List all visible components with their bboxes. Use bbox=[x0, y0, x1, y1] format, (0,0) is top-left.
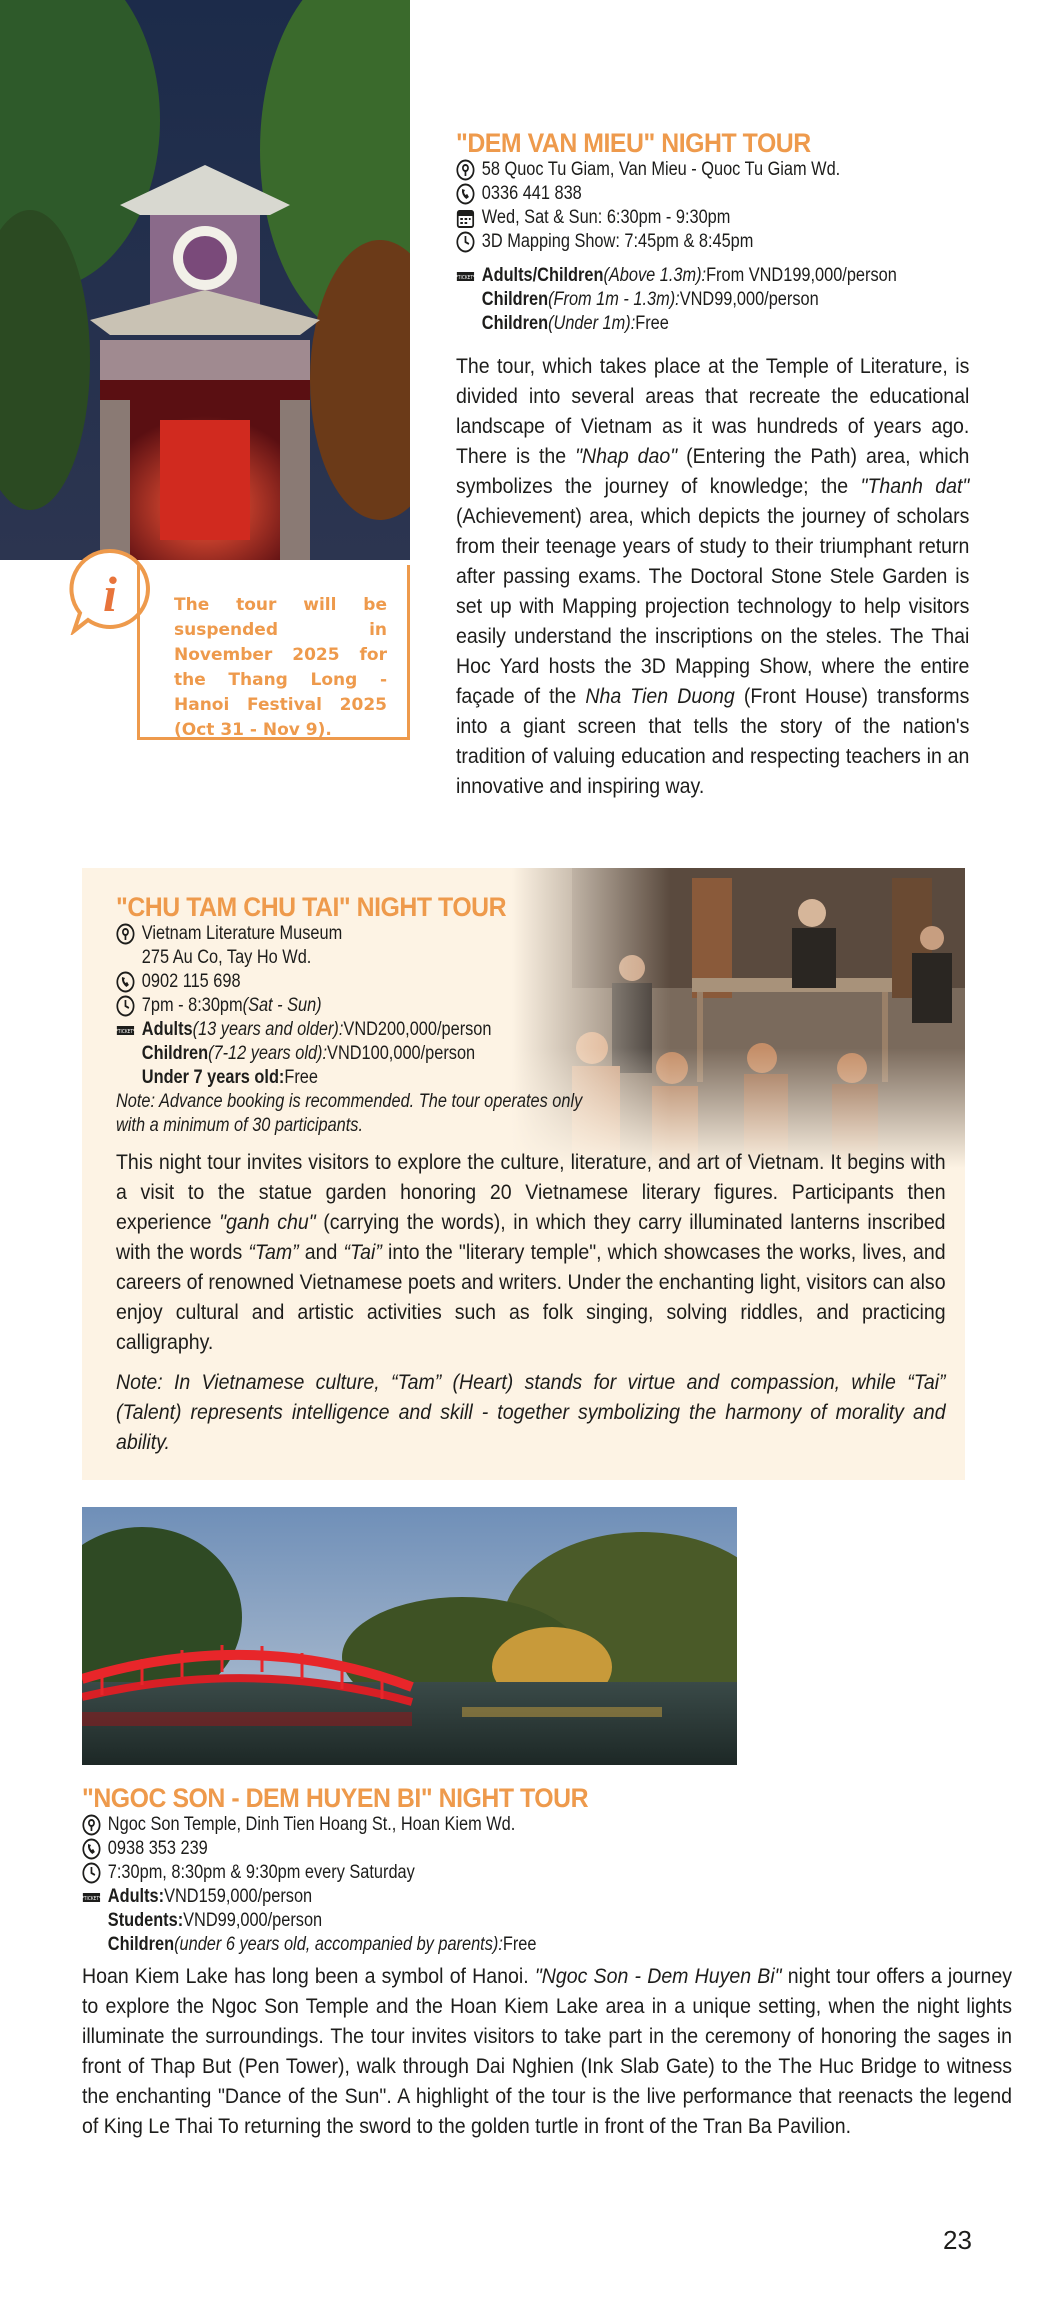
tour3-price3-label: Children bbox=[107, 1934, 175, 1955]
location-pin-icon bbox=[82, 1814, 101, 1836]
tour1-title-text: "DEM VAN MIEU" NIGHT TOUR bbox=[456, 128, 811, 158]
notice-box bbox=[137, 565, 410, 740]
ticket-icon bbox=[116, 1019, 135, 1041]
tour3-price1-label: Adults: bbox=[107, 1886, 165, 1907]
tour2-address1: Vietnam Literature Museum bbox=[141, 923, 343, 944]
tour1-price2-height: (From 1m - 1.3m): bbox=[548, 289, 680, 310]
svg-text:TICKET: TICKET bbox=[457, 275, 473, 282]
notice-text: The tour will be suspended in November 2025 for the Thang Long - Hanoi Festival 2025 (Oct 31 - Nov 9). bbox=[174, 595, 387, 740]
huc-bridge-photo bbox=[82, 1507, 737, 1765]
tour1-show: 3D Mapping Show: 7:45pm & 8:45pm bbox=[481, 231, 754, 252]
tour2-time: 7pm - 8:30pm bbox=[141, 995, 243, 1016]
tour3-price2-value: VND99,000/person bbox=[183, 1910, 323, 1931]
tour1-description: The tour, which takes place at the Temple of Literature, is divided into several areas that recreate the educational landscape of Vietnam as it was hundreds of years ago. There is the "Nhap dao" (Entering the Path) area, which symbolizes the journey of knowledge; the "Thanh dat" (Achievement) area, which depicts the journey of scholars from their teenage years of study to their triumphant return after passing exams. The Doctoral Stone Stele Garden is set up with Mapping projection technology to help visitors easily understand the inscriptions on the steles. The Thai Hoc Yard hosts the 3D Mapping Show, where the entire façade of the Nha Tien Duong (Front House) transforms into a giant screen that tells the story of the nation's tradition of valuing education and respecting teachers in an innovative and inspiring way. bbox=[456, 355, 970, 798]
tour1-price1-label: Adults/Children bbox=[481, 265, 604, 286]
tour2-price2-age: (7-12 years old): bbox=[208, 1043, 328, 1064]
tour3-time: 7:30pm, 8:30pm & 9:30pm every Saturday bbox=[107, 1862, 415, 1883]
calendar-icon bbox=[456, 207, 475, 229]
tour2-booking-note-1: Note: Advance booking is recommended. The tour operates only bbox=[116, 1091, 583, 1112]
clock-icon bbox=[82, 1862, 101, 1884]
tour1-price3-label: Children bbox=[481, 313, 549, 334]
tour2-price2-label: Children bbox=[141, 1043, 209, 1064]
tour2-days: (Sat - Sun) bbox=[242, 995, 322, 1016]
tour3-address: Ngoc Son Temple, Dinh Tien Hoang St., Hoan Kiem Wd. bbox=[107, 1814, 516, 1835]
svg-text:TICKET: TICKET bbox=[83, 1896, 99, 1903]
tour1-details bbox=[456, 158, 938, 336]
tour1-price1-height: (Above 1.3m): bbox=[603, 265, 707, 286]
location-pin-icon bbox=[456, 159, 475, 181]
tour2-price3-label: Under 7 years old: bbox=[141, 1067, 285, 1088]
tour2-booking-note-2: with a minimum of 30 participants. bbox=[116, 1115, 364, 1136]
tour2-details bbox=[116, 922, 632, 1138]
tour1-price2-value: VND99,000/person bbox=[679, 289, 819, 310]
tour2-price1-age: (13 years and older): bbox=[192, 1019, 344, 1040]
clock-icon bbox=[116, 995, 135, 1017]
temple-photo bbox=[0, 0, 410, 560]
svg-text:i: i bbox=[103, 566, 117, 622]
tour1-phone: 0336 441 838 bbox=[481, 183, 582, 204]
tour2-price2-value: VND100,000/person bbox=[327, 1043, 476, 1064]
tour3-details bbox=[82, 1813, 684, 1957]
tour3-price1-value: VND159,000/person bbox=[164, 1886, 313, 1907]
tour2-price1-value: VND200,000/person bbox=[343, 1019, 492, 1040]
ticket-icon bbox=[82, 1886, 101, 1908]
tour1-price2-label: Children bbox=[481, 289, 549, 310]
tour2-address2: 275 Au Co, Tay Ho Wd. bbox=[141, 947, 312, 968]
tour1-schedule: Wed, Sat & Sun: 6:30pm - 9:30pm bbox=[481, 207, 731, 228]
tour3-description: Hoan Kiem Lake has long been a symbol of Hanoi. "Ngoc Son - Dem Huyen Bi" night tour offers a journey to explore the Ngoc Son Temple and the Hoan Kiem Lake area in a unique setting, when the night lights illuminate the surroundings. The tour invites visitors to take part in the ceremony of honoring the sages in front of Thap But (Pen Tower), walk through Dai Nghien (Ink Slab Gate) to the The Huc Bridge to witness the enchanting "Dance of the Sun". A highlight of the tour is the live performance that reenacts the legend of King Le Thai To returning the sword to the golden turtle in front of the Tran Ba Pavilion. bbox=[82, 1965, 1012, 2138]
page-number: 23 bbox=[943, 2225, 972, 2255]
tour1-price3-value: Free bbox=[635, 313, 669, 334]
phone-icon bbox=[456, 183, 475, 205]
tour2-price1-label: Adults bbox=[141, 1019, 193, 1040]
tour1-price1-value: From VND199,000/person bbox=[706, 265, 897, 286]
tour3-price2-label: Students: bbox=[107, 1910, 184, 1931]
tour3-price3-value: Free bbox=[502, 1934, 537, 1955]
tour2-description: This night tour invites visitors to explore the culture, literature, and art of Vietnam. It begins with a visit to the statue garden honoring 20 Vietnamese literary figures. Participants then experience "ganh chu" (carrying the words), in which they carry illuminated lanterns inscribed with the words “Tam” and “Tai” into the "literary temple", which showcases the works, lives, and careers of renowned Vietnamese poets and writers. Under the enchanting light, visitors can also enjoy cultural and artistic activities such as folk singing, solving riddles, and practicing calligraphy. bbox=[116, 1151, 946, 1354]
ticket-icon bbox=[456, 265, 475, 287]
tour2-phone: 0902 115 698 bbox=[141, 971, 241, 992]
tour2-title: "CHU TAM CHU TAI" NIGHT TOUR bbox=[116, 892, 507, 922]
phone-icon bbox=[116, 971, 135, 993]
clock-icon bbox=[456, 231, 475, 253]
tour3-title: "NGOC SON - DEM HUYEN BI" NIGHT TOUR bbox=[82, 1783, 589, 1813]
phone-icon bbox=[82, 1838, 101, 1860]
tour3-phone: 0938 353 239 bbox=[107, 1838, 208, 1859]
location-pin-icon bbox=[116, 923, 135, 945]
tour2-price3-value: Free bbox=[284, 1067, 318, 1088]
tour3-price3-age: (under 6 years old, accompanied by parents): bbox=[174, 1934, 503, 1955]
tour1-price3-height: (Under 1m): bbox=[548, 313, 636, 334]
svg-text:TICKET: TICKET bbox=[117, 1029, 133, 1036]
tour1-address: 58 Quoc Tu Giam, Van Mieu - Quoc Tu Giam Wd. bbox=[481, 159, 841, 180]
tour2-culture-note: Note: In Vietnamese culture, “Tam” (Heart) stands for virtue and compassion, while “Tai” (Talent) represents intelligence and skill - together symbolizing the harmony of morality and ability. bbox=[116, 1371, 946, 1454]
